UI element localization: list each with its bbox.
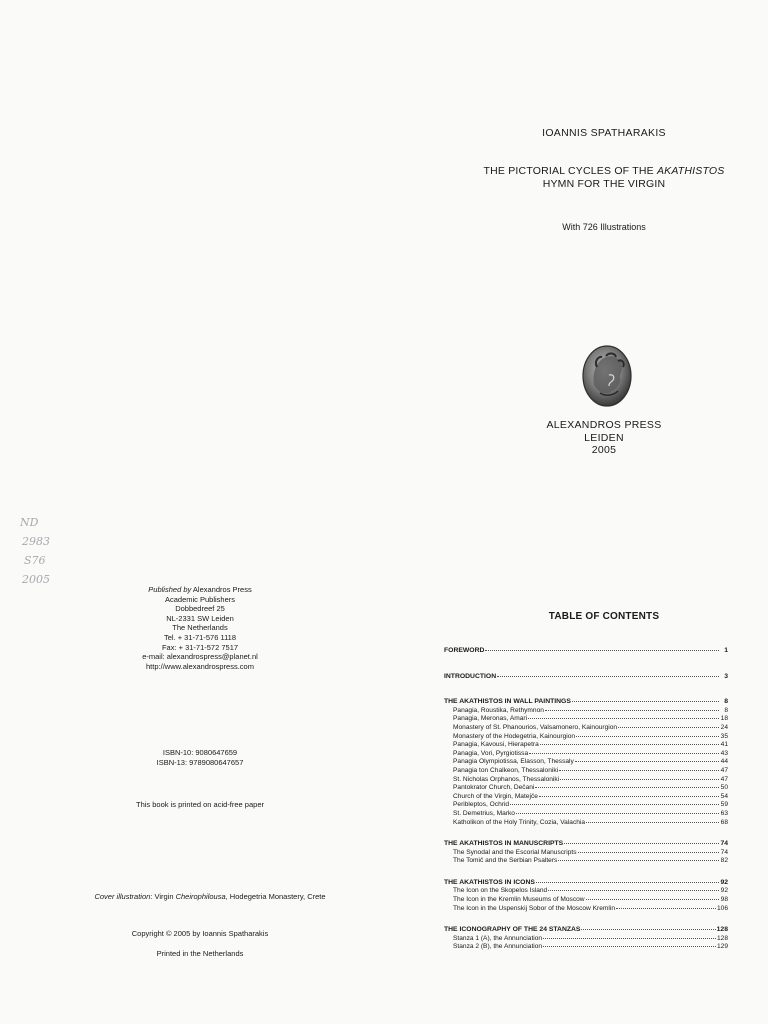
toc-entry-title: Monastery of the Hodegetria, Kainourgion xyxy=(453,732,576,740)
imprint-block xyxy=(100,585,300,671)
imprint-line: NL-2331 SW Leiden xyxy=(166,613,234,623)
publisher-name: ALEXANDROS PRESS xyxy=(546,419,662,431)
toc-entry-title: The Synodal and the Escorial Manuscripts xyxy=(453,848,577,856)
toc-leader xyxy=(497,676,719,677)
toc-entry-title: The Icon in the Kremlin Museums of Moscow xyxy=(453,896,585,904)
copyright-notice: Copyright © 2005 by Ioannis Spatharakis xyxy=(131,929,269,938)
cover-italic-word: Cheirophilousa xyxy=(175,892,226,901)
toc-entry-title: Katholikon of the Holy Trinity, Cozia, Valachia xyxy=(453,818,586,826)
toc-page-number: 59 xyxy=(720,801,728,809)
toc-page-number: 50 xyxy=(720,784,728,792)
published-by-label: Published by xyxy=(148,585,192,594)
toc-page-number: 35 xyxy=(720,732,728,740)
cover-text-prefix: : Virgin xyxy=(150,892,176,901)
toc-spacer xyxy=(444,866,728,879)
toc-section-row xyxy=(444,698,728,707)
toc-page-number: 63 xyxy=(720,809,728,817)
toc-section-title: INTRODUCTION xyxy=(444,672,497,680)
imprint-line: Academic Publishers xyxy=(164,594,236,604)
publisher-city: LEIDEN xyxy=(584,431,624,444)
toc-section-title: THE ICONOGRAPHY OF THE 24 STANZAS xyxy=(444,926,581,934)
book-title xyxy=(444,165,764,191)
toc-entry-row xyxy=(444,810,728,819)
toc-entry-row xyxy=(444,733,728,742)
toc-leader xyxy=(572,701,719,702)
toc-entry-row xyxy=(444,857,728,866)
author-name: IOANNIS SPATHARAKIS xyxy=(542,127,666,139)
acid-free-note: This book is printed on acid-free paper xyxy=(136,800,264,809)
toc-leader xyxy=(618,727,719,728)
toc-entry-title: St. Nicholas Orphanos, Thessaloniki xyxy=(453,775,560,783)
toc-leader xyxy=(575,761,719,762)
toc-page-number: 8 xyxy=(724,698,728,706)
toc-page-number: 47 xyxy=(720,775,728,783)
isbn-block xyxy=(100,748,300,768)
printed-in-note: Printed in the Netherlands xyxy=(156,949,244,958)
toc-page-number: 44 xyxy=(720,758,728,766)
toc-leader xyxy=(535,787,719,788)
published-by-line xyxy=(100,585,300,595)
toc-entry-row xyxy=(444,741,728,750)
toc-page-number: 128 xyxy=(716,934,728,942)
toc-leader xyxy=(559,770,719,771)
title-line-1-text: THE PICTORIAL CYCLES OF THE xyxy=(483,165,657,177)
toc-leader xyxy=(581,929,715,930)
toc-leader xyxy=(528,718,719,719)
toc-page-number: 92 xyxy=(720,878,728,886)
toc-page-number: 24 xyxy=(720,723,728,731)
toc-leader xyxy=(536,882,719,883)
toc-entry-row xyxy=(444,707,728,716)
toc-entry-row xyxy=(444,819,728,828)
toc-page-number: 74 xyxy=(720,840,728,848)
toc-page-number: 129 xyxy=(716,943,728,951)
toc-page-number: 43 xyxy=(720,749,728,757)
toc-entry-title: Church of the Virgin, Matejče xyxy=(453,792,538,800)
cover-illustration-credit xyxy=(40,892,380,901)
toc-leader xyxy=(558,860,719,861)
toc-entry-title: The Tomič and the Serbian Psalters xyxy=(453,857,558,865)
toc-leader xyxy=(516,813,719,814)
table-of-contents xyxy=(444,647,728,952)
toc-leader xyxy=(586,899,719,900)
toc-leader xyxy=(586,822,719,823)
toc-entry-title: Panagia, Meronas, Amari xyxy=(453,715,528,723)
toc-page-number: 3 xyxy=(724,672,728,680)
toc-entry-title: Panagia, Vori, Pyrgiotissa xyxy=(453,749,529,757)
toc-leader xyxy=(616,908,716,909)
toc-entry-row xyxy=(444,935,728,944)
toc-leader xyxy=(560,779,719,780)
toc-section-row xyxy=(444,647,728,656)
toc-section-title: FOREWORD xyxy=(444,647,485,654)
toc-leader xyxy=(510,804,719,805)
toc-page-number: 98 xyxy=(720,896,728,904)
toc-spacer xyxy=(444,681,728,698)
imprint-website: http://www.alexandrospress.com xyxy=(146,661,254,671)
imprint-line: The Netherlands xyxy=(172,623,228,633)
toc-entry-row xyxy=(444,715,728,724)
published-by-name: Alexandros Press xyxy=(191,585,252,594)
toc-page-number: 8 xyxy=(724,706,728,714)
handwritten-call-number xyxy=(20,513,50,589)
handwritten-line: 2005 xyxy=(22,573,50,586)
toc-entry-title: Panagia Olympiotissa, Elasson, Thessaly xyxy=(453,758,574,766)
toc-page-number: 54 xyxy=(720,792,728,800)
toc-entry-row xyxy=(444,767,728,776)
coin-logo xyxy=(582,345,632,407)
toc-spacer xyxy=(444,656,728,673)
toc-entry-row xyxy=(444,776,728,785)
toc-page-number: 18 xyxy=(720,715,728,723)
imprint-email: e-mail: alexandrospress@planet.nl xyxy=(142,652,258,662)
toc-leader xyxy=(578,852,719,853)
toc-entry-title: Panagia, Roustika, Rethymnon xyxy=(453,706,544,714)
title-line-1 xyxy=(444,165,764,178)
toc-leader xyxy=(543,946,716,947)
toc-page-number: 74 xyxy=(720,848,728,856)
toc-entry-title: Monastery of St. Phanourios, Valsamonero, Kainourgion xyxy=(453,723,618,731)
toc-entry-row xyxy=(444,784,728,793)
toc-entry-row xyxy=(444,943,728,952)
toc-leader xyxy=(543,938,716,939)
toc-section-title: THE AKATHISTOS IN MANUSCRIPTS xyxy=(444,840,564,848)
toc-leader xyxy=(485,650,719,651)
toc-section-title: THE AKATHISTOS IN ICONS xyxy=(444,878,535,886)
toc-entry-title: The Icon in the Uspenskij Sobor of the Moscow Kremlin xyxy=(453,904,615,912)
cover-text-suffix: , Hodegetria Monastery, Crete xyxy=(225,892,326,901)
toc-leader xyxy=(548,890,719,891)
handwritten-line: S76 xyxy=(24,554,46,567)
toc-entry-title: Stanza 2 (B), the Annunciation xyxy=(453,943,543,951)
toc-leader xyxy=(529,753,719,754)
toc-entry-title: Stanza 1 (A), the Annunciation xyxy=(453,934,543,942)
toc-entry-row xyxy=(444,750,728,759)
toc-entry-row xyxy=(444,724,728,733)
isbn-13: ISBN-13: 9789080647657 xyxy=(156,758,244,767)
toc-entry-row xyxy=(444,896,728,905)
imprint-line: Tel. + 31-71-576 1118 xyxy=(163,632,237,642)
publisher-block xyxy=(444,419,764,457)
toc-entry-row xyxy=(444,801,728,810)
illustrations-note: With 726 Illustrations xyxy=(562,222,646,232)
toc-page-number: 68 xyxy=(720,818,728,826)
toc-entry-title: Panagia, Kavousi, Hierapetra xyxy=(453,741,539,749)
toc-section-row xyxy=(444,879,728,888)
toc-entry-row xyxy=(444,758,728,767)
toc-page-number: 41 xyxy=(720,741,728,749)
toc-entry-title: The Icon on the Skopelos Island xyxy=(453,887,548,895)
toc-spacer xyxy=(444,913,728,926)
toc-title: TABLE OF CONTENTS xyxy=(548,611,660,622)
toc-page-number: 92 xyxy=(720,887,728,895)
toc-leader xyxy=(540,744,719,745)
handwritten-line: ND xyxy=(20,516,39,529)
cover-label: Cover illustration xyxy=(94,892,151,901)
toc-entry-row xyxy=(444,849,728,858)
toc-entry-title: Pantokrator Church, Dečani xyxy=(453,784,535,792)
imprint-line: Fax: + 31-71-572 7517 xyxy=(161,642,239,652)
imprint-line: Dobbedreef 25 xyxy=(175,604,225,614)
publisher-year: 2005 xyxy=(591,444,617,456)
toc-leader xyxy=(539,796,719,797)
toc-page-number: 47 xyxy=(720,766,728,774)
toc-section-row xyxy=(444,673,728,682)
title-italic-word: AKATHISTOS xyxy=(656,165,725,177)
toc-section-title: THE AKATHISTOS IN WALL PAINTINGS xyxy=(444,698,571,706)
title-line-2: HYMN FOR THE VIRGIN xyxy=(542,178,666,190)
toc-entry-title: Peribleptos, Ochrid xyxy=(453,801,510,809)
toc-leader xyxy=(545,710,719,711)
toc-section-row xyxy=(444,840,728,849)
toc-leader xyxy=(576,736,719,737)
toc-entry-title: St. Demetrius, Marko xyxy=(453,809,515,817)
toc-entry-row xyxy=(444,905,728,914)
toc-page-number: 1 xyxy=(724,647,728,654)
toc-page-number: 128 xyxy=(716,926,728,934)
toc-entry-row xyxy=(444,887,728,896)
toc-section-row xyxy=(444,926,728,935)
toc-leader xyxy=(564,843,719,844)
toc-page-number: 82 xyxy=(720,857,728,865)
toc-spacer xyxy=(444,827,728,840)
toc-entry-row xyxy=(444,793,728,802)
toc-page-number: 106 xyxy=(716,904,728,912)
isbn-10: ISBN-10: 9080647659 xyxy=(162,748,238,757)
handwritten-line: 2983 xyxy=(22,535,50,548)
toc-entry-title: Panagia ton Chalkeon, Thessaloniki xyxy=(453,766,559,774)
